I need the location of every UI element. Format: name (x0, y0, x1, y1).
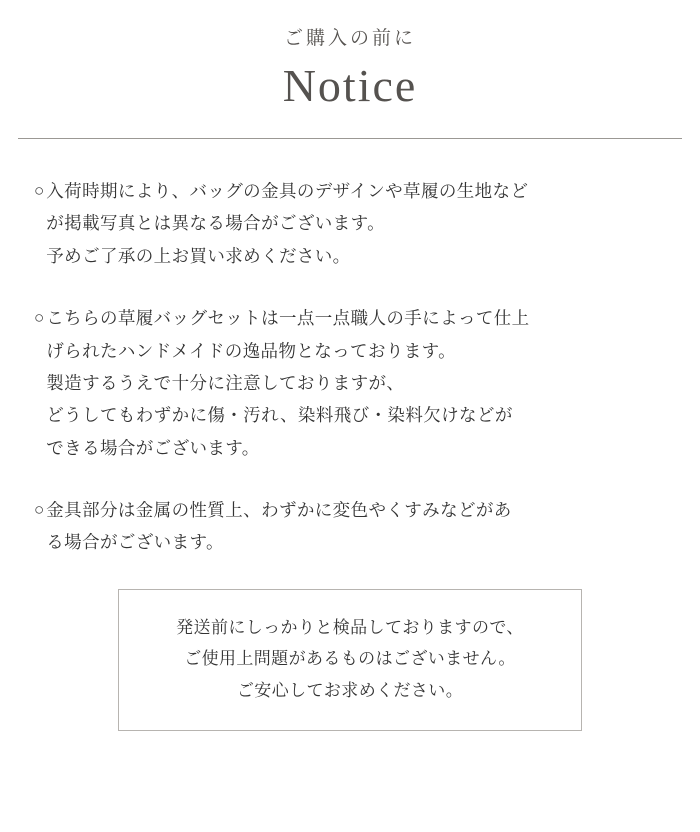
note-line: 予めご了承の上お買い求めください。 (46, 245, 351, 266)
assurance-line: ご安心してお求めください。 (236, 680, 464, 700)
bullet-circle-icon: ○ (34, 181, 45, 201)
page-title: Notice (282, 59, 418, 111)
bullet-circle-icon: ○ (34, 308, 45, 328)
assurance-line: ご使用上問題があるものはございません。 (184, 649, 516, 669)
note-text (46, 302, 666, 464)
header-subtitle: ご購入の前に (283, 28, 416, 49)
note-line: 金具部分は金属の性質上、わずかに変色やくすみなどがあ (46, 500, 512, 521)
note-line: る場合がございます。 (46, 532, 224, 553)
notice-content (0, 139, 700, 731)
note-text (46, 494, 666, 559)
bullet-circle-icon: ○ (34, 500, 45, 520)
note-line: 製造するうえで十分に注意しておりますが、 (46, 372, 405, 393)
note-line: どうしてもわずかに傷・汚れ、染料飛び・染料欠けなどが (46, 405, 513, 426)
note-line: げられたハンドメイドの逸品物となっております。 (46, 340, 457, 361)
assurance-box (118, 589, 582, 731)
assurance-line: 発送前にしっかりと検品しておりますので、 (176, 617, 524, 637)
note-line: 入荷時期により、バッグの金具のデザインや草履の生地など (46, 181, 529, 202)
note-text (46, 175, 666, 272)
note-item (34, 175, 666, 272)
note-item (34, 302, 666, 464)
note-line: こちらの草履バッグセットは一点一点職人の手によって仕上 (46, 308, 530, 329)
note-item (34, 494, 666, 559)
note-line: できる場合がございます。 (46, 437, 260, 458)
note-line: が掲載写真とは異なる場合がございます。 (46, 213, 385, 234)
footer-section (34, 589, 666, 731)
page-header (0, 0, 700, 139)
